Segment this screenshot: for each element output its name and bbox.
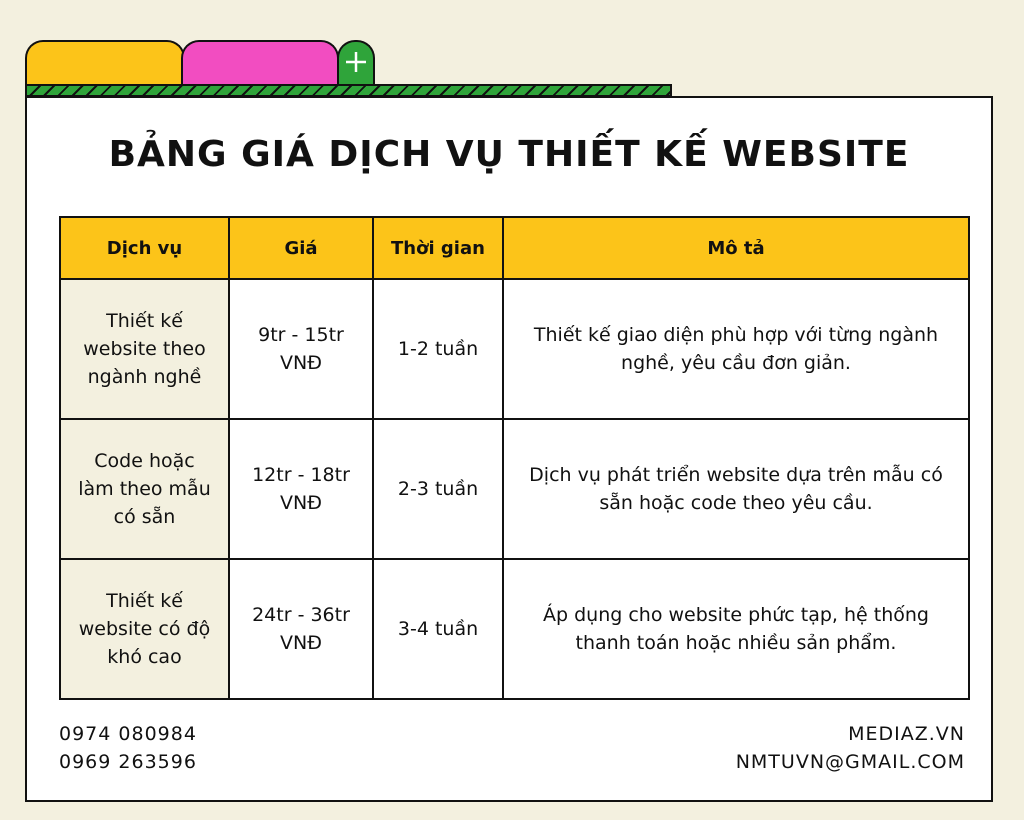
cell-duration: 1-2 tuần: [373, 279, 503, 419]
email-link[interactable]: NMTUVN@GMAIL.COM: [735, 751, 965, 773]
table-row: [60, 419, 969, 559]
website-link[interactable]: MEDIAZ.VN: [848, 723, 965, 745]
phone-number: 0969 263596: [59, 751, 197, 773]
cell-duration: 2-3 tuần: [373, 419, 503, 559]
header-duration: Thời gian: [373, 217, 503, 279]
page-title: BẢNG GIÁ DỊCH VỤ THIẾT KẾ WEBSITE: [108, 134, 910, 175]
table-row: [60, 559, 969, 699]
price-table: [59, 216, 970, 700]
cell-service: Thiết kế website có độ khó cao: [60, 559, 229, 699]
header-service: Dịch vụ: [60, 217, 229, 279]
phone-number: 0974 080984: [59, 723, 197, 745]
contact-phones: [59, 720, 197, 776]
cell-description: Áp dụng cho website phức tạp, hệ thống thanh toán hoặc nhiều sản phẩm.: [503, 559, 969, 699]
cell-description: Dịch vụ phát triển website dựa trên mẫu có sẵn hoặc code theo yêu cầu.: [503, 419, 969, 559]
cell-description: Thiết kế giao diện phù hợp với từng ngành nghề, yêu cầu đơn giản.: [503, 279, 969, 419]
cell-price: 24tr - 36tr VNĐ: [229, 559, 373, 699]
table-header-row: [60, 217, 969, 279]
header-price: Giá: [229, 217, 373, 279]
contact-online: [736, 720, 965, 776]
cell-duration: 3-4 tuần: [373, 559, 503, 699]
cell-service: Code hoặc làm theo mẫu có sẵn: [60, 419, 229, 559]
cell-price: 9tr - 15tr VNĐ: [229, 279, 373, 419]
plus-icon: [344, 50, 368, 74]
cell-service: Thiết kế website theo ngành nghề: [60, 279, 229, 419]
cell-price: 12tr - 18tr VNĐ: [229, 419, 373, 559]
table-row: [60, 279, 969, 419]
header-description: Mô tả: [503, 217, 969, 279]
price-card: [25, 96, 993, 802]
